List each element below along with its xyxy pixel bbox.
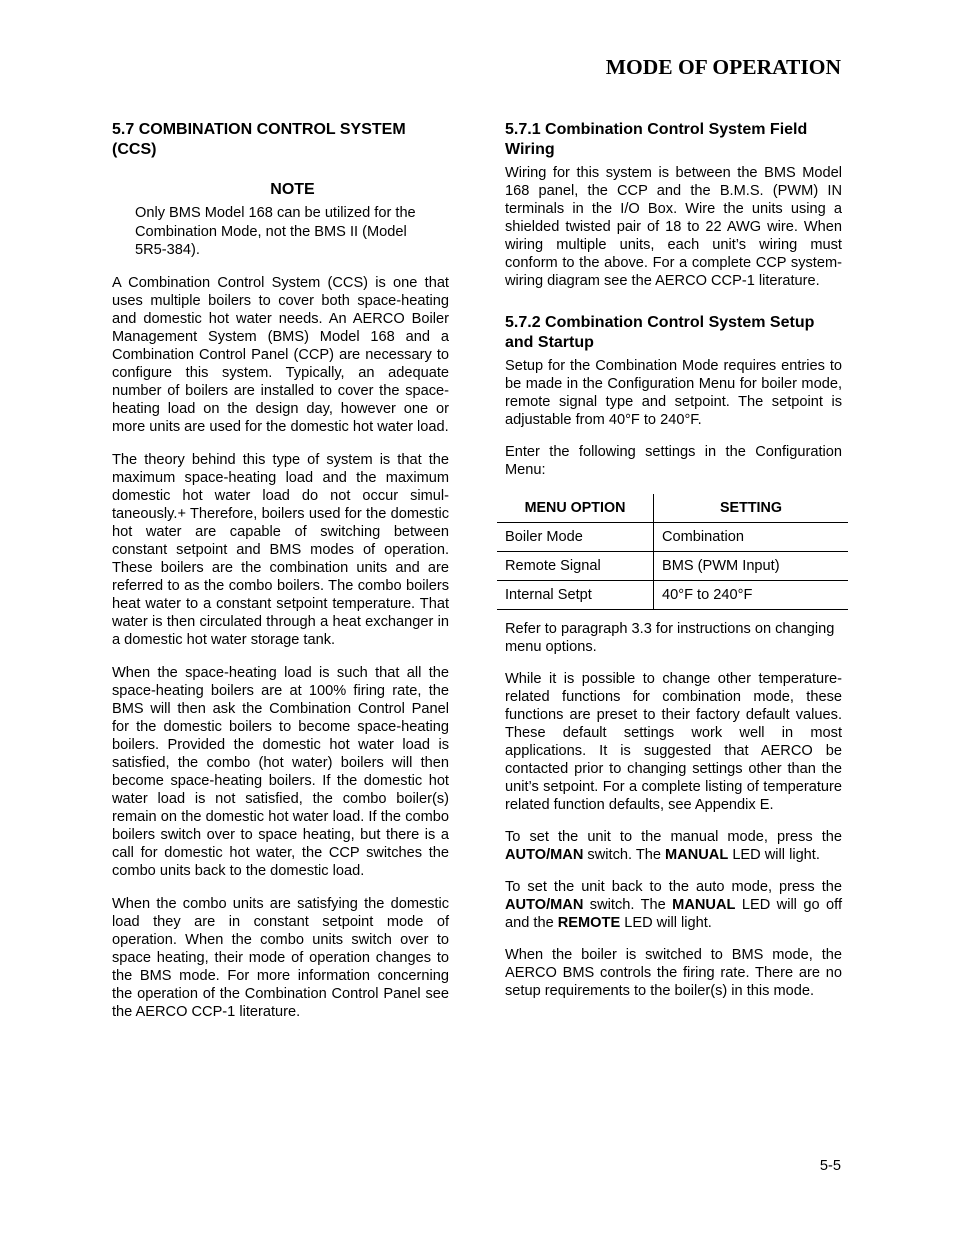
note-title: NOTE xyxy=(270,181,315,198)
table-cell-option: Boiler Mode xyxy=(497,523,654,552)
paragraph-combo-units: When the combo units are satisfying the domestic load they are in constant setpoint mode of operation. When the combo units switch over to space heating, their mode of operation changes to the BMS mode. For more information concerning the operation of the Combination Control Panel see the AERCO CCP-1 literature. xyxy=(112,895,449,1020)
settings-table xyxy=(497,494,848,610)
note-text: Only BMS Model 168 can be utilized for the Combination Mode, not the BMS II (Model 5R5-384). xyxy=(135,205,416,258)
table-cell-option: Remote Signal xyxy=(497,552,654,581)
text-span: switch. The xyxy=(583,897,673,913)
left-column xyxy=(112,120,449,1021)
paragraph-setup: Setup for the Combination Mode requires entries to be made in the Configuration Menu for boiler mode, remote signal type and setpoint. The setpoint is adjustable from 40°F to 240°F. xyxy=(505,358,842,428)
text-span: switch. The xyxy=(583,847,666,863)
paragraph-enter-settings: Enter the following settings in the Configuration Menu: xyxy=(505,444,842,478)
page-header-title: MODE OF OPERATION xyxy=(605,55,841,79)
section-title-5-7-2: 5.7.2 Combination Control System Setup and Startup xyxy=(505,314,815,351)
table-header-setting: SETTING xyxy=(654,494,849,523)
paragraph-space-heating: When the space-heating load is such that all the space-heating boilers are at 100% firing rate, the BMS will then ask the Combination Control Panel for the domestic boilers to become space-heating boilers. Provided the domestic hot water load is satisfied, the combo (hot water) boilers will then become space-heating boilers. If the domestic hot water load is not satisfied, the combo boiler(s) remain on the domestic hot water load. If the combo boilers switch over to space heating, but there is a call for domestic hot water, the CCP switches the combo units back to the domestic load. xyxy=(112,664,449,879)
table-row xyxy=(497,552,848,581)
table-header-row xyxy=(497,494,848,523)
text-span: LED will light. xyxy=(728,847,820,863)
paragraph-manual-mode xyxy=(505,828,842,864)
section-title-5-7: 5.7 COMBINATION CONTROL SYSTEM (CCS) xyxy=(112,121,406,158)
remote-label: REMOTE xyxy=(557,915,621,931)
text-span: LED will light. xyxy=(620,915,712,931)
table-cell-setting: Combination xyxy=(654,523,849,552)
manual-label: MANUAL xyxy=(665,847,729,863)
auto-man-label: AUTO/MAN xyxy=(505,897,584,913)
table-cell-setting: 40°F to 240°F xyxy=(654,581,849,610)
text-span: To set the unit to the manual mode, press the xyxy=(505,829,842,845)
right-column xyxy=(505,120,842,1000)
paragraph-field-wiring: Wiring for this system is between the BMS Model 168 panel, the CCP and the B.M.S. (PWM) IN terminals in the I/O Box. Wire the units using a shielded twisted pair of 18 to 22 AWG wire. When wiring multiple units, each unit’s wiring must conform to the above. For a complete CCP system-wiring diagram see the AERCO CCP-1 literature. xyxy=(505,165,842,289)
manual-label: MANUAL xyxy=(672,897,736,913)
paragraph-auto-mode xyxy=(505,878,842,932)
table-cell-option: Internal Setpt xyxy=(497,581,654,610)
paragraph-refer: Refer to paragraph 3.3 for instructions on changing menu options. xyxy=(505,621,835,655)
auto-man-label: AUTO/MAN xyxy=(505,847,584,863)
paragraph-theory: The theory behind this type of system is that the maximum space-heating load and the maximum domestic hot water load do not occur simul-taneously.+ Therefore, boilers used for the domestic hot water are capable of switching between constant setpoint and BMS modes of operation. These boilers are the combination units and are referred to as the combo boilers. The combo boilers heat water to a constant setpoint temperature. That water is then circulated through a heat exchanger in a domestic hot water storage tank. xyxy=(112,451,449,648)
table-header-menu-option: MENU OPTION xyxy=(497,494,654,523)
paragraph-ccs-intro: A Combination Control System (CCS) is one that uses multiple boilers to cover both space-heating and domestic hot water needs. An AERCO Boiler Management System (BMS) Model 168 and a Combination Control Panel (CCP) are necessary to configure this system. Typically, an adequate number of boilers are installed to cover the space-heating load on the design day, however one or more units are used for the domestic hot water load. xyxy=(112,274,449,435)
paragraph-while: While it is possible to change other temperature-related functions for combination mode, these functions are preset to their factory default values. These default settings work well in most applications. It is suggested that AERCO be contacted prior to changing settings other than the unit’s setpoint. For a complete listing of temperature related function defaults, see Appendix E. xyxy=(505,671,842,813)
text-span: LED will go off and the xyxy=(505,897,842,931)
section-title-5-7-1: 5.7.1 Combination Control System Field Wiring xyxy=(505,121,808,158)
table-row xyxy=(497,581,848,610)
table-cell-setting: BMS (PWM Input) xyxy=(654,552,849,581)
text-span: To set the unit back to the auto mode, press the xyxy=(505,879,842,895)
paragraph-bms-mode: When the boiler is switched to BMS mode, the AERCO BMS controls the firing rate. There are no setup requirements to the boiler(s) in this mode. xyxy=(505,947,842,999)
page-number: 5-5 xyxy=(819,1158,841,1174)
table-row xyxy=(497,523,848,552)
